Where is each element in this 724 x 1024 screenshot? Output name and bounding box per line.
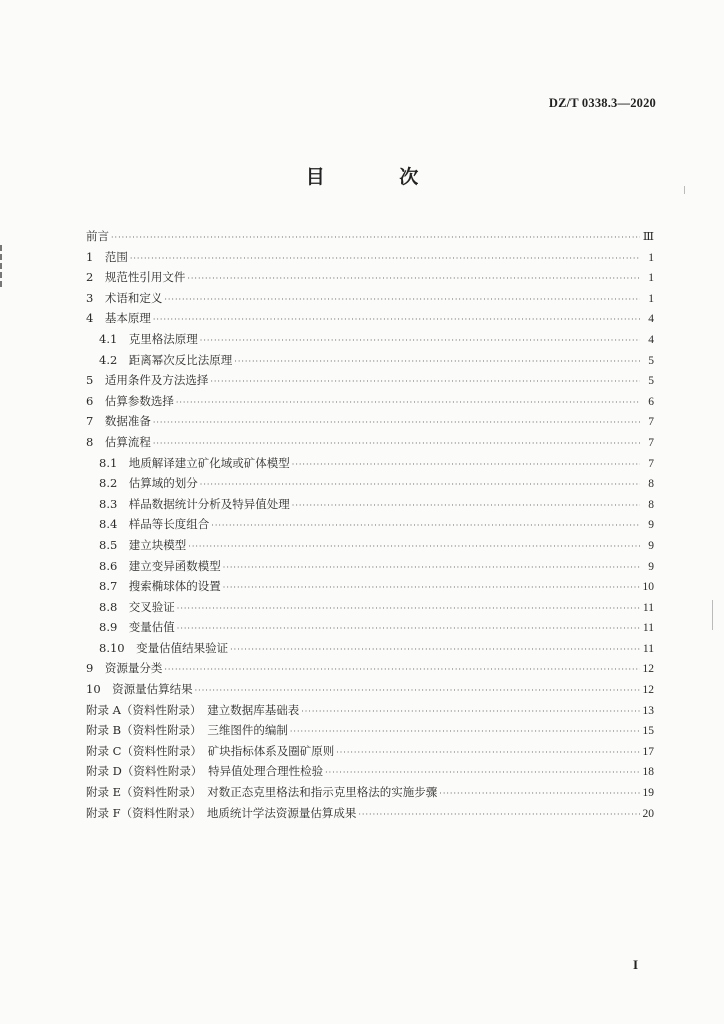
toc-entry-page: 11	[642, 642, 654, 655]
toc-entry-title: 3 术语和定义	[86, 290, 163, 305]
toc-dot-leader	[234, 352, 640, 373]
toc-entry-page: 10	[642, 581, 654, 594]
toc-entry-title: 4.2 距离幂次反比法原理	[99, 352, 233, 367]
toc-dot-leader	[111, 228, 640, 249]
toc-entry[interactable]	[86, 597, 654, 618]
toc-entry-title: 8.10 变量估值结果验证	[99, 640, 229, 655]
toc-entry-title: 1 范围	[86, 249, 128, 264]
toc-entry-page: 7	[648, 436, 654, 449]
toc-dot-leader	[292, 455, 640, 476]
toc-entry[interactable]	[86, 267, 654, 288]
toc-entry-page: 19	[642, 787, 654, 800]
toc-entry[interactable]	[86, 720, 654, 741]
toc-entry[interactable]	[86, 741, 654, 762]
toc-dot-leader	[153, 413, 640, 434]
toc-entry-title: 7 数据准备	[86, 414, 151, 429]
toc-dot-leader	[130, 249, 640, 270]
toc-dot-leader	[292, 496, 640, 517]
toc-entry-page: 4	[648, 313, 654, 326]
document-code: DZ/T 0338.3—2020	[548, 96, 656, 110]
toc-entry-title: 9 资源量分类	[86, 661, 163, 676]
toc-dot-leader	[358, 805, 640, 826]
toc-entry-title: 8.1 地质解译建立矿化域或矿体模型	[99, 455, 290, 470]
page-number: I	[632, 957, 638, 972]
toc-entry-page: 9	[648, 539, 654, 552]
toc-entry-title: 5 适用条件及方法选择	[86, 373, 209, 388]
toc-dot-leader	[177, 619, 640, 640]
toc-dot-leader	[188, 537, 640, 558]
toc-entry[interactable]	[86, 514, 654, 535]
toc-entry[interactable]	[86, 453, 654, 474]
toc-entry[interactable]	[86, 370, 654, 391]
toc-entry-page: 11	[642, 622, 654, 635]
toc-entry-page: Ⅲ	[642, 231, 654, 243]
toc-dot-leader	[223, 578, 640, 599]
toc-entry-title: 附录 E（资料性附录） 对数正态克里格法和指示克里格法的实施步骤	[86, 785, 438, 800]
toc-entry-title: 附录 F（资料性附录） 地质统计学法资源量估算成果	[86, 805, 357, 820]
toc-entry[interactable]	[86, 288, 654, 309]
toc-entry[interactable]	[86, 535, 654, 556]
toc-dot-leader	[153, 434, 640, 455]
toc-entry-page: 8	[648, 478, 654, 491]
toc-entry-page: 8	[648, 498, 654, 511]
toc-dot-leader	[223, 558, 640, 579]
toc-dot-leader	[200, 331, 640, 352]
toc-entry-page: 1	[648, 251, 654, 264]
toc-entry[interactable]	[86, 761, 654, 782]
toc-entry[interactable]	[86, 803, 654, 824]
toc-dot-leader	[164, 290, 640, 311]
toc-entry[interactable]	[86, 226, 654, 247]
toc-entry-title: 8.9 变量估值	[99, 620, 175, 635]
toc-entry-page: 6	[648, 395, 654, 408]
toc-dot-leader	[211, 516, 640, 537]
toc-entry-page: 1	[648, 272, 654, 285]
toc-entry[interactable]	[86, 329, 654, 350]
toc-entry-title: 8 估算流程	[86, 434, 151, 449]
toc-dot-leader	[325, 763, 640, 784]
toc-entry[interactable]	[86, 494, 654, 515]
toc-entry-title: 附录 A（资料性附录） 建立数据库基础表	[86, 702, 300, 717]
toc-entry-page: 7	[648, 457, 654, 470]
toc-entry[interactable]	[86, 679, 654, 700]
page-title: 目 次	[305, 166, 453, 188]
toc-entry-title: 附录 D（资料性附录） 特异值处理合理性检验	[86, 764, 324, 779]
toc-entry[interactable]	[86, 247, 654, 268]
toc-entry[interactable]	[86, 411, 654, 432]
table-of-contents	[86, 226, 654, 823]
toc-entry[interactable]	[86, 391, 654, 412]
toc-dot-leader	[230, 640, 640, 661]
toc-entry-page: 12	[642, 684, 654, 697]
toc-entry-title: 8.7 搜索椭球体的设置	[99, 579, 221, 594]
toc-entry-page: 9	[648, 519, 654, 532]
toc-dot-leader	[187, 269, 640, 290]
toc-dot-leader	[210, 372, 640, 393]
toc-entry-page: 4	[648, 333, 654, 346]
toc-dot-leader	[336, 743, 640, 764]
toc-entry-title: 附录 B（资料性附录） 三维图件的编制	[86, 723, 288, 738]
toc-entry-page: 5	[648, 354, 654, 367]
toc-entry-page: 1	[648, 292, 654, 305]
toc-entry-page: 9	[648, 560, 654, 573]
toc-entry-title: 8.4 样品等长度组合	[99, 517, 210, 532]
toc-entry[interactable]	[86, 308, 654, 329]
toc-entry-page: 20	[642, 807, 654, 820]
toc-dot-leader	[176, 393, 640, 414]
toc-entry-page: 18	[642, 766, 654, 779]
toc-entry-title: 前言	[86, 229, 109, 243]
toc-entry-title: 8.2 估算域的划分	[99, 476, 198, 491]
toc-dot-leader	[301, 702, 640, 723]
toc-entry-title: 8.6 建立变异函数模型	[99, 558, 221, 573]
toc-dot-leader	[177, 599, 640, 620]
toc-entry-title: 8.3 样品数据统计分析及特异值处理	[99, 496, 290, 511]
toc-dot-leader	[200, 475, 640, 496]
toc-dot-leader	[195, 681, 640, 702]
toc-entry[interactable]	[86, 638, 654, 659]
toc-dot-leader	[153, 310, 640, 331]
toc-entry[interactable]	[86, 658, 654, 679]
toc-entry[interactable]	[86, 782, 654, 803]
toc-entry-page: 13	[642, 704, 654, 717]
toc-entry-page: 12	[642, 663, 654, 676]
toc-entry[interactable]	[86, 576, 654, 597]
toc-entry-title: 6 估算参数选择	[86, 393, 174, 408]
toc-entry-page: 17	[642, 745, 654, 758]
toc-dot-leader	[164, 660, 640, 681]
toc-entry-title: 8.5 建立块模型	[99, 537, 187, 552]
toc-entry-page: 11	[642, 601, 654, 614]
toc-entry-page: 15	[642, 725, 654, 738]
toc-entry[interactable]	[86, 617, 654, 638]
toc-entry[interactable]	[86, 700, 654, 721]
toc-entry-title: 附录 C（资料性附录） 矿块指标体系及圈矿原则	[86, 743, 335, 758]
toc-entry-page: 7	[648, 416, 654, 429]
toc-entry-title: 4 基本原理	[86, 311, 151, 326]
toc-entry-page: 5	[648, 375, 654, 388]
scan-speck	[712, 600, 713, 630]
toc-entry-title: 10 资源量估算结果	[86, 682, 193, 697]
toc-entry-title: 4.1 克里格法原理	[99, 331, 198, 346]
toc-entry[interactable]	[86, 432, 654, 453]
toc-entry[interactable]	[86, 473, 654, 494]
toc-entry-title: 2 规范性引用文件	[86, 270, 186, 285]
binding-mark	[0, 245, 4, 287]
toc-entry[interactable]	[86, 556, 654, 577]
toc-dot-leader	[290, 722, 640, 743]
toc-entry[interactable]	[86, 350, 654, 371]
toc-dot-leader	[439, 784, 640, 805]
toc-entry-title: 8.8 交叉验证	[99, 599, 175, 614]
